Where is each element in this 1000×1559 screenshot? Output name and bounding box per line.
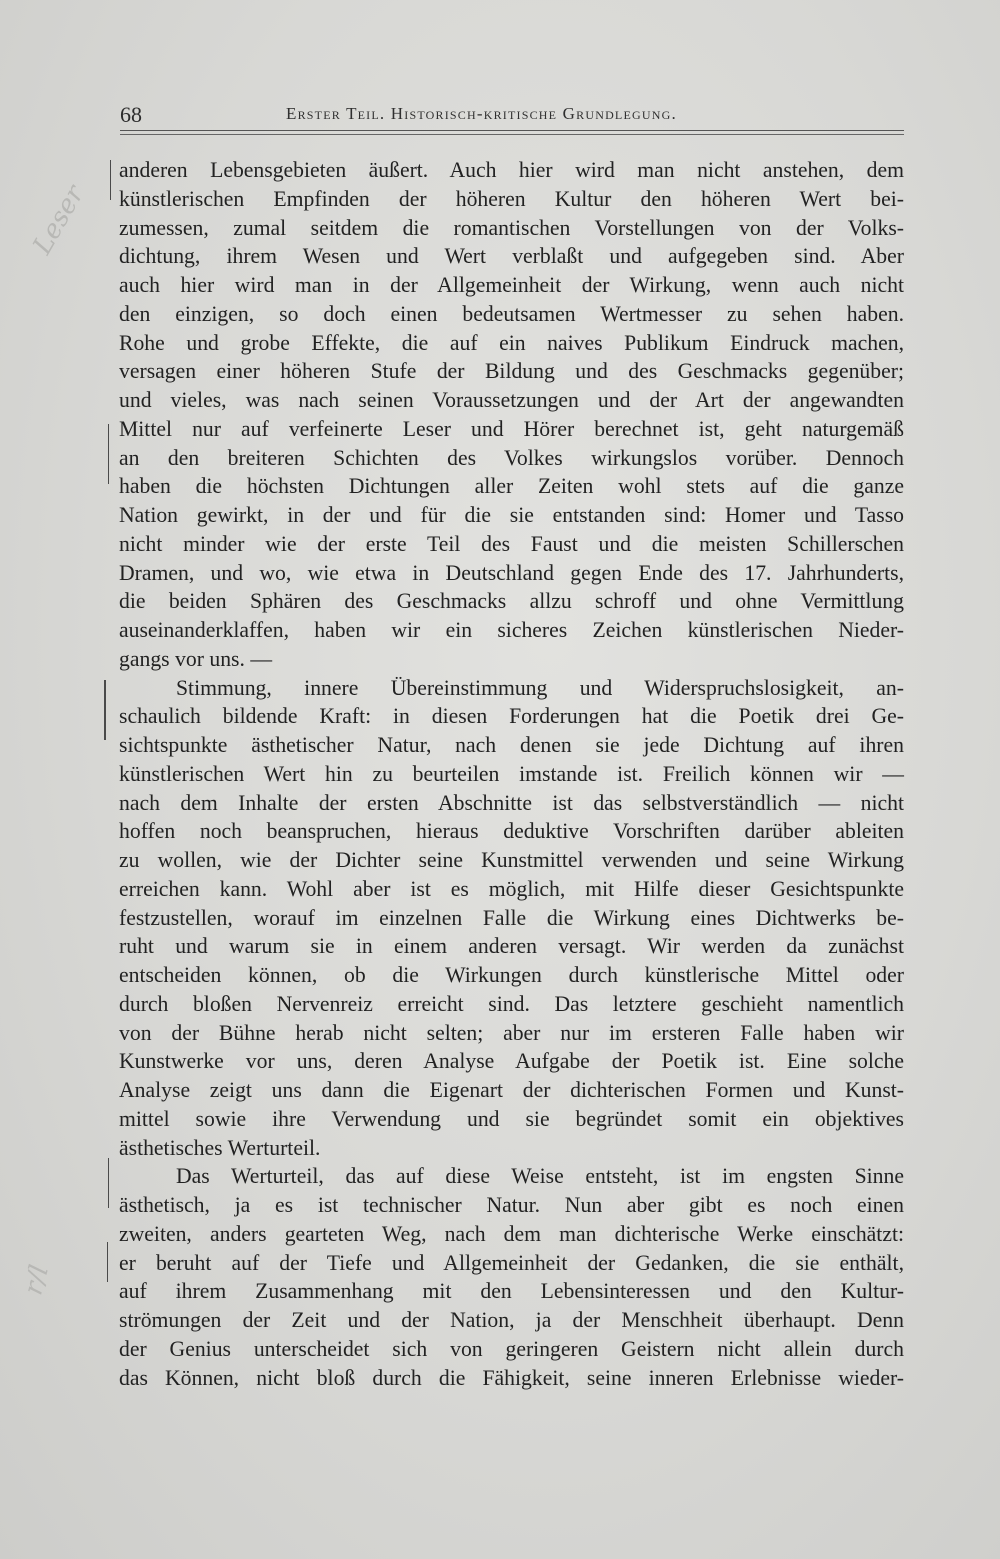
pencil-marginalia-bottom: r/l: [18, 1261, 56, 1299]
text-line: versagen einer höheren Stufe der Bildung und des Geschmacks gegenüber;: [119, 359, 904, 384]
text-line: ästhetisches Werturteil.: [119, 1135, 321, 1160]
margin-stroke: [107, 1242, 108, 1282]
text-line: gangs vor uns. —: [119, 646, 273, 671]
page-number: 68: [120, 102, 142, 127]
text-line: Das Werturteil, das auf diese Weise entsteht, ist im engsten Sinne: [176, 1164, 904, 1189]
text-line: schaulich bildende Kraft: in diesen Forderungen hat die Poetik drei Ge-: [119, 704, 904, 729]
text-line: der Genius unterscheidet sich von geringeren Geistern nicht allein durch: [119, 1336, 904, 1361]
text-line: die beiden Sphären des Geschmacks allzu schroff und ohne Vermittlung: [119, 589, 904, 614]
margin-stroke: [104, 680, 106, 740]
text-line: er beruht auf der Tiefe und Allgemeinheit der Gedanken, die sie enthält,: [119, 1250, 904, 1275]
text-line: zumessen, zumal seitdem die romantischen Vorstellungen von der Volks-: [119, 215, 904, 240]
text-line: künstlerischen Empfinden der höheren Kultur den höheren Wert bei-: [119, 186, 904, 211]
text-line: haben die höchsten Dichtungen aller Zeiten wohl stets auf die ganze: [119, 474, 904, 499]
text-line: erreichen kann. Wohl aber ist es möglich, mit Hilfe dieser Gesichtspunkte: [119, 876, 904, 901]
text-line: zweiten, anders gearteten Weg, nach dem man dichterische Werke einschätzt:: [119, 1221, 904, 1246]
paragraph-2: [119, 674, 904, 1163]
text-line: Analyse zeigt uns dann die Eigenart der dichterischen Formen und Kunst-: [119, 1078, 904, 1102]
text-line: Mittel nur auf verfeinerte Leser und Hörer berechnet ist, geht naturgemäß: [119, 416, 904, 441]
text-line: auseinanderklaffen, haben wir ein sicheres Zeichen künstlerischen Nieder-: [119, 618, 904, 642]
text-line: Nation gewirkt, in der und für die sie entstanden sind: Homer und Tasso: [119, 503, 904, 527]
text-line: Rohe und grobe Effekte, die auf ein naives Publikum Eindruck machen,: [119, 330, 904, 355]
text-line: strömungen der Zeit und der Nation, ja der Menschheit überhaupt. Denn: [119, 1308, 904, 1332]
text-line: sichtspunkte ästhetischer Natur, nach denen sie jede Dichtung auf ihren: [119, 733, 904, 757]
text-line: mittel sowie ihre Verwendung und sie begründet somit ein objektives: [119, 1106, 904, 1131]
margin-stroke: [108, 1158, 109, 1208]
text-line: anderen Lebensgebieten äußert. Auch hier wird man nicht anstehen, dem: [119, 158, 904, 182]
text-line: ästhetisch, ja es ist technischer Natur. Nun aber gibt es noch einen: [119, 1193, 904, 1217]
text-line: und vieles, was nach seinen Voraussetzungen und der Art der angewandten: [119, 388, 904, 412]
page-header: [120, 98, 904, 132]
paragraph-1: [119, 156, 904, 674]
text-line: durch bloßen Nervenreiz erreicht sind. Das letztere geschieht namentlich: [119, 991, 904, 1016]
text-line: hoffen noch beanspruchen, hieraus deduktive Vorschriften darüber ableiten: [119, 819, 904, 844]
text-line: den einzigen, so doch einen bedeutsamen Wertmesser zu sehen haben.: [119, 301, 904, 326]
running-head: Erster Teil. Historisch-kritische Grundlegung.: [286, 104, 677, 123]
margin-stroke: [108, 424, 109, 484]
text-line: zu wollen, wie der Dichter seine Kunstmittel verwenden und seine Wirkung: [119, 848, 904, 872]
text-line: nach dem Inhalte der ersten Abschnitte ist das selbstverständlich — nicht: [119, 790, 904, 815]
pencil-marginalia-top: Leser: [27, 180, 91, 260]
text-line: Dramen, und wo, wie etwa in Deutschland gegen Ende des 17. Jahrhunderts,: [119, 560, 904, 585]
body-text: [119, 156, 904, 1392]
text-line: Stimmung, innere Übereinstimmung und Widerspruchslosigkeit, an-: [176, 675, 904, 700]
text-line: das Können, nicht bloß durch die Fähigkeit, seine inneren Erlebnisse wieder-: [119, 1365, 904, 1390]
text-line: ruht und warum sie in einem anderen versagt. Wir werden da zunächst: [119, 934, 904, 959]
text-line: entscheiden können, ob die Wirkungen durch künstlerische Mittel oder: [119, 963, 904, 987]
header-double-rule: [120, 130, 904, 135]
text-line: Kunstwerke vor uns, deren Analyse Aufgabe der Poetik ist. Eine solche: [119, 1049, 904, 1074]
text-line: nicht minder wie der erste Teil des Faust und die meisten Schillerschen: [119, 531, 904, 556]
text-line: festzustellen, worauf im einzelnen Falle die Wirkung eines Dichtwerks be-: [119, 905, 904, 930]
text-line: künstlerischen Wert hin zu beurteilen imstande ist. Freilich können wir —: [119, 761, 904, 786]
text-line: dichtung, ihrem Wesen und Wert verblaßt und aufgegeben sind. Aber: [119, 244, 904, 269]
text-line: auf ihrem Zusammenhang mit den Lebensinteressen und den Kultur-: [119, 1279, 904, 1304]
margin-stroke: [110, 160, 111, 200]
paragraph-3: [119, 1162, 904, 1392]
text-line: von der Bühne herab nicht selten; aber nur im ersteren Falle haben wir: [119, 1020, 904, 1045]
text-line: an den breiteren Schichten des Volkes wirkungslos vorüber. Dennoch: [119, 445, 904, 470]
text-line: auch hier wird man in der Allgemeinheit der Wirkung, wenn auch nicht: [119, 273, 904, 297]
